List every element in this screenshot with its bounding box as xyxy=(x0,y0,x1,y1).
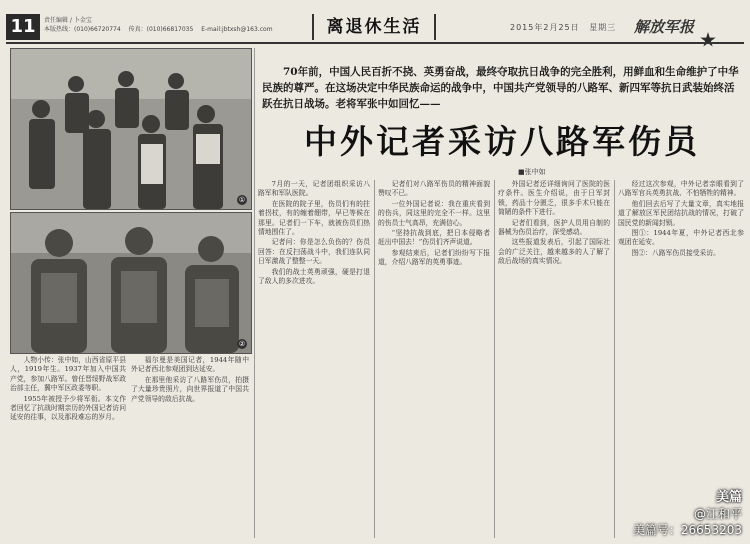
paragraph: 图①：1944年夏，中外记者西北参观团在延安。 xyxy=(618,229,744,247)
section-title: 离退休生活 xyxy=(312,14,436,40)
issue-date xyxy=(510,22,622,33)
photo-group-reporters xyxy=(10,48,252,210)
paragraph: 人物小传：张中如，山西省原平县人，1919年生。1937年加入中国共产党，参加八路军。曾任晋绥野战军政治部主任，冀中军区政委等职。 xyxy=(10,356,126,393)
paragraph: “坚持抗战到底，把日本侵略者赶出中国去！”伤员们齐声说道。 xyxy=(378,229,490,247)
paragraph: 1955年被授予少将军衔。本文作者回忆了抗战时期亲历的外国记者访问延安的往事，以及那段难忘的岁月。 xyxy=(10,394,126,422)
masthead-logo: 解放军报 xyxy=(634,18,695,36)
email-line: E-mail:jbtxsh@163.com xyxy=(201,26,273,33)
photo2-number: ② xyxy=(238,340,246,348)
column-divider xyxy=(254,48,255,538)
column-divider xyxy=(494,180,495,538)
paragraph: 经过这次参观，中外记者亲眼看到了八路军官兵英勇抗战、不怕牺牲的精神。 xyxy=(618,180,744,198)
paragraph: 记者们看到，医护人员用自制的器械为伤员治疗，深受感动。 xyxy=(498,218,610,237)
paragraph: 一位外国记者说：我在重庆看到的伤兵，同这里的完全不一样。这里的伤员士气高昂，充满信心。 xyxy=(378,199,490,227)
paragraph: 在医院的院子里，伤员们有的拄着拐杖，有的缠着绷带，早已等候在那里。记者们一下车，就被伤员们热情地围住了。 xyxy=(258,199,370,237)
article-byline: ■张中如 xyxy=(518,168,546,176)
photo-group-image xyxy=(11,49,251,209)
body-column-2 xyxy=(131,356,249,538)
column-divider xyxy=(374,180,375,538)
paragraph: 记者们对八路军伤员的精神面貌赞叹不已。 xyxy=(378,180,490,198)
header-rule xyxy=(6,42,744,44)
photo1-number: ① xyxy=(238,196,246,204)
body-column-3 xyxy=(258,180,370,538)
watermark-app: 美篇 xyxy=(715,490,742,505)
paragraph: 这些报道发表后，引起了国际社会的广泛关注，越来越多的人了解了敌后战场的真实情况。 xyxy=(498,238,610,266)
fax-line: 传真：(010)66817035 xyxy=(128,26,194,33)
body-column-5 xyxy=(498,180,610,538)
phone-line: 本版热线：(010)66720774 xyxy=(44,26,121,33)
weekday-text: 星期三 xyxy=(589,23,617,32)
article-lead: 70年前，中国人民百折不挠、英勇奋战，最终夺取抗日战争的完全胜利，用鲜血和生命维护了中华民族的尊严。在这场决定中华民族命运的战争中，中国共产党领导的八路军、新四军等抗日武装始终活跃在抗日战场。老将军张中如回忆—— xyxy=(262,66,739,110)
watermark xyxy=(633,490,742,538)
paragraph: 图②：八路军伤员接受采访。 xyxy=(631,248,720,257)
watermark-author: @江和平 xyxy=(693,507,742,521)
body-column-4 xyxy=(378,180,490,538)
paragraph: 在那里他采访了八路军伤员，拍摄了大量珍贵照片，向世界报道了中国共产党领导的敌后抗战。 xyxy=(131,375,249,403)
paragraph: 记者问：你是怎么负伤的？伤员回答：在反扫荡战斗中，我们连队同日军激战了整整一天。 xyxy=(258,238,370,266)
page-number: 11 xyxy=(6,14,40,40)
paragraph: 7月的一天，记者团组织采访八路军和军队医院。 xyxy=(258,180,370,198)
column-divider xyxy=(614,180,615,538)
body-column-1 xyxy=(10,356,126,538)
page-meta xyxy=(44,16,314,34)
page-header xyxy=(0,14,750,44)
watermark-id: 美篇号：26653203 xyxy=(632,523,742,537)
photo-soldiers-image xyxy=(11,213,251,353)
paragraph: 我们的战士英勇顽强，硬是打退了敌人的多次进攻。 xyxy=(258,267,370,286)
editor-line: 责任编辑 / 卜金宝 xyxy=(44,17,92,24)
date-text: 2015年2月25日 xyxy=(510,23,580,32)
body-column-6 xyxy=(618,180,744,480)
paragraph: 外国记者还详细询问了医院的医疗条件。医生介绍说，由于日军封锁，药品十分匮乏，很多手术只能在简陋的条件下进行。 xyxy=(498,180,610,217)
photo-wounded-soldiers xyxy=(10,212,252,354)
article-title: 中外记者采访八路军伤员 xyxy=(304,122,700,161)
paragraph: 福尔曼是美国记者，1944年随中外记者西北参观团到达延安。 xyxy=(131,356,249,374)
paragraph: 他们回去后写了大量文章，真实地报道了解放区军民团结抗战的情况，打破了国民党的新闻封锁。 xyxy=(618,199,744,227)
paragraph: 参观结束后，记者们纷纷写下报道，介绍八路军的英勇事迹。 xyxy=(378,248,490,267)
